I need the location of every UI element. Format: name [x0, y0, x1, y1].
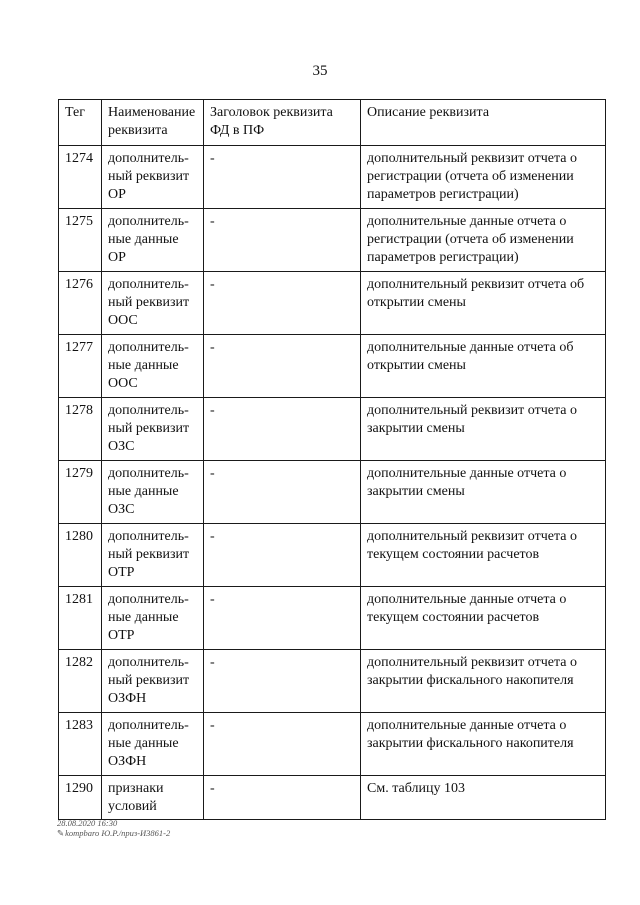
cell-description: дополнительный реквизит отчета о закрытии фискального накопителя — [361, 650, 606, 713]
table-row — [59, 650, 606, 713]
cell-title: - — [204, 650, 361, 713]
cell-name: дополнитель-ный реквизит ОР — [102, 146, 204, 209]
table-row — [59, 272, 606, 335]
cell-tag: 1278 — [59, 398, 102, 461]
page-number: 35 — [312, 63, 328, 79]
cell-description: дополнительный реквизит отчета об открытии смены — [361, 272, 606, 335]
cell-description: дополнительные данные отчета о закрытии смены — [361, 461, 606, 524]
table-row — [59, 524, 606, 587]
footer-date: 28.08.2020 16:30 — [57, 818, 118, 828]
table-row — [59, 398, 606, 461]
cell-name: дополнитель-ный реквизит ОЗФН — [102, 650, 204, 713]
table-row — [59, 776, 606, 820]
cell-name: дополнитель-ный реквизит ОТР — [102, 524, 204, 587]
cell-name: признаки условий — [102, 776, 204, 820]
cell-title: - — [204, 587, 361, 650]
cell-description: дополнительные данные отчета о регистрации (отчета об изменении параметров регистрации) — [361, 209, 606, 272]
cell-description: дополнительные данные отчета о текущем состоянии расчетов — [361, 587, 606, 650]
header-tag: Тег — [59, 100, 102, 146]
cell-name: дополнитель-ные данные ОЗФН — [102, 713, 204, 776]
signature-icon: ✎ — [57, 828, 65, 838]
cell-title: - — [204, 524, 361, 587]
cell-tag: 1274 — [59, 146, 102, 209]
cell-description: дополнительный реквизит отчета о закрытии смены — [361, 398, 606, 461]
cell-name: дополнитель-ные данные ОР — [102, 209, 204, 272]
cell-title: - — [204, 461, 361, 524]
cell-tag: 1275 — [59, 209, 102, 272]
table-row — [59, 335, 606, 398]
cell-name: дополнитель-ные данные ООС — [102, 335, 204, 398]
footer-stamp — [57, 818, 170, 838]
cell-tag: 1290 — [59, 776, 102, 820]
cell-title: - — [204, 398, 361, 461]
cell-name: дополнитель-ный реквизит ОЗС — [102, 398, 204, 461]
table-row — [59, 587, 606, 650]
cell-tag: 1280 — [59, 524, 102, 587]
cell-description: дополнительные данные отчета о закрытии фискального накопителя — [361, 713, 606, 776]
cell-description: дополнительный реквизит отчета о регистрации (отчета об изменении параметров регистрации) — [361, 146, 606, 209]
cell-tag: 1279 — [59, 461, 102, 524]
cell-tag: 1277 — [59, 335, 102, 398]
header-title: Заголовок реквизита ФД в ПФ — [204, 100, 361, 146]
cell-title: - — [204, 146, 361, 209]
cell-tag: 1282 — [59, 650, 102, 713]
footer-signature-line — [57, 828, 170, 838]
cell-title: - — [204, 209, 361, 272]
cell-name: дополнитель-ные данные ОТР — [102, 587, 204, 650]
cell-name: дополнитель-ные данные ОЗС — [102, 461, 204, 524]
table-header-row — [59, 100, 606, 146]
cell-title: - — [204, 713, 361, 776]
cell-description: дополнительный реквизит отчета о текущем состоянии расчетов — [361, 524, 606, 587]
header-name: Наименование реквизита — [102, 100, 204, 146]
header-description: Описание реквизита — [361, 100, 606, 146]
cell-title: - — [204, 776, 361, 820]
cell-description: дополнительные данные отчета об открытии смены — [361, 335, 606, 398]
table-row — [59, 209, 606, 272]
cell-name: дополнитель-ный реквизит ООС — [102, 272, 204, 335]
cell-tag: 1276 — [59, 272, 102, 335]
table-row — [59, 461, 606, 524]
cell-title: - — [204, 335, 361, 398]
footer-signature: kompbaro Ю.Р./приз-И3861-2 — [65, 828, 171, 838]
requisites-table — [58, 99, 606, 820]
cell-description: См. таблицу 103 — [361, 776, 606, 820]
cell-title: - — [204, 272, 361, 335]
table-row — [59, 146, 606, 209]
cell-tag: 1283 — [59, 713, 102, 776]
table-row — [59, 713, 606, 776]
cell-tag: 1281 — [59, 587, 102, 650]
